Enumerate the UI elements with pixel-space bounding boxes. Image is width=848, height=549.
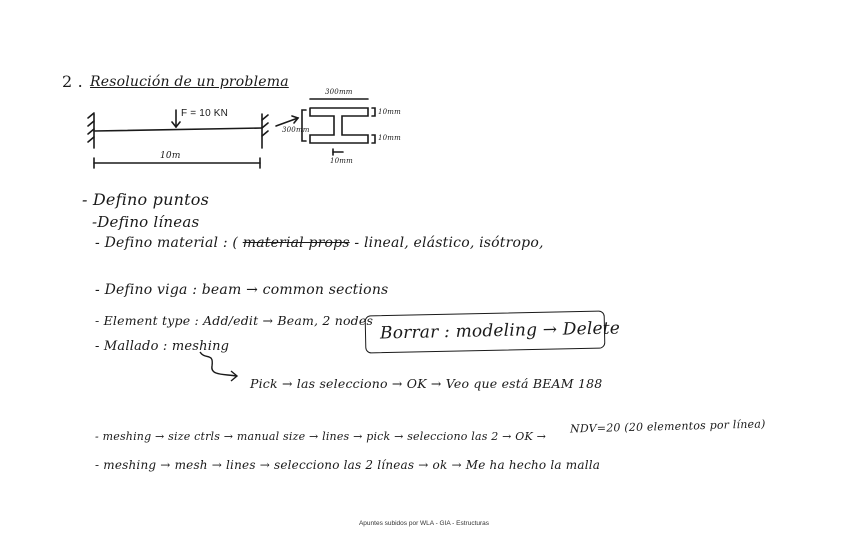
step-element-type: - Element type : Add/edit → Beam, 2 nodes (95, 313, 374, 328)
flange-bottom-thickness-label: 10mm (378, 134, 401, 142)
section-title: Resolución de un problema (90, 74, 289, 90)
section-number: 2 . (62, 72, 83, 91)
step-material-struck: material props (242, 235, 350, 251)
length-label: 10m (160, 151, 181, 161)
web-thickness-label: 10mm (330, 157, 353, 165)
web-height-label: 300mm (282, 126, 310, 134)
step-material-prefix: - Defino material : ( (95, 235, 239, 251)
step-material-suffix: - lineal, elástico, isótropo, (354, 235, 544, 251)
step-meshing: - Mallado : meshing (95, 339, 230, 354)
step-size-controls-note: NDV=20 (20 elementos por línea) (569, 417, 766, 436)
step-size-controls: - meshing → size ctrls → manual size → lines → pick → selecciono las 2 → OK → (95, 430, 547, 443)
flange-top-thickness-label: 10mm (378, 108, 401, 116)
footer-credit: Apuntes subidos por WLA - GIA - Estructuras (358, 520, 490, 527)
step-define-beam: - Defino viga : beam → common sections (95, 282, 389, 298)
step-define-points: - Defino puntos (82, 190, 209, 209)
step-define-lines: -Defino líneas (92, 213, 200, 231)
flange-width-label: 300mm (325, 88, 353, 96)
step-meshing-sub: Pick → las selecciono → OK → Veo que está BEAM 188 (250, 376, 603, 391)
delete-note: Borrar : modeling → Delete (379, 318, 621, 344)
step-mesh-lines: - meshing → mesh → lines → selecciono las 2 líneas → ok → Me ha hecho la malla (95, 458, 601, 472)
force-label: F = 10 KN (181, 108, 229, 119)
